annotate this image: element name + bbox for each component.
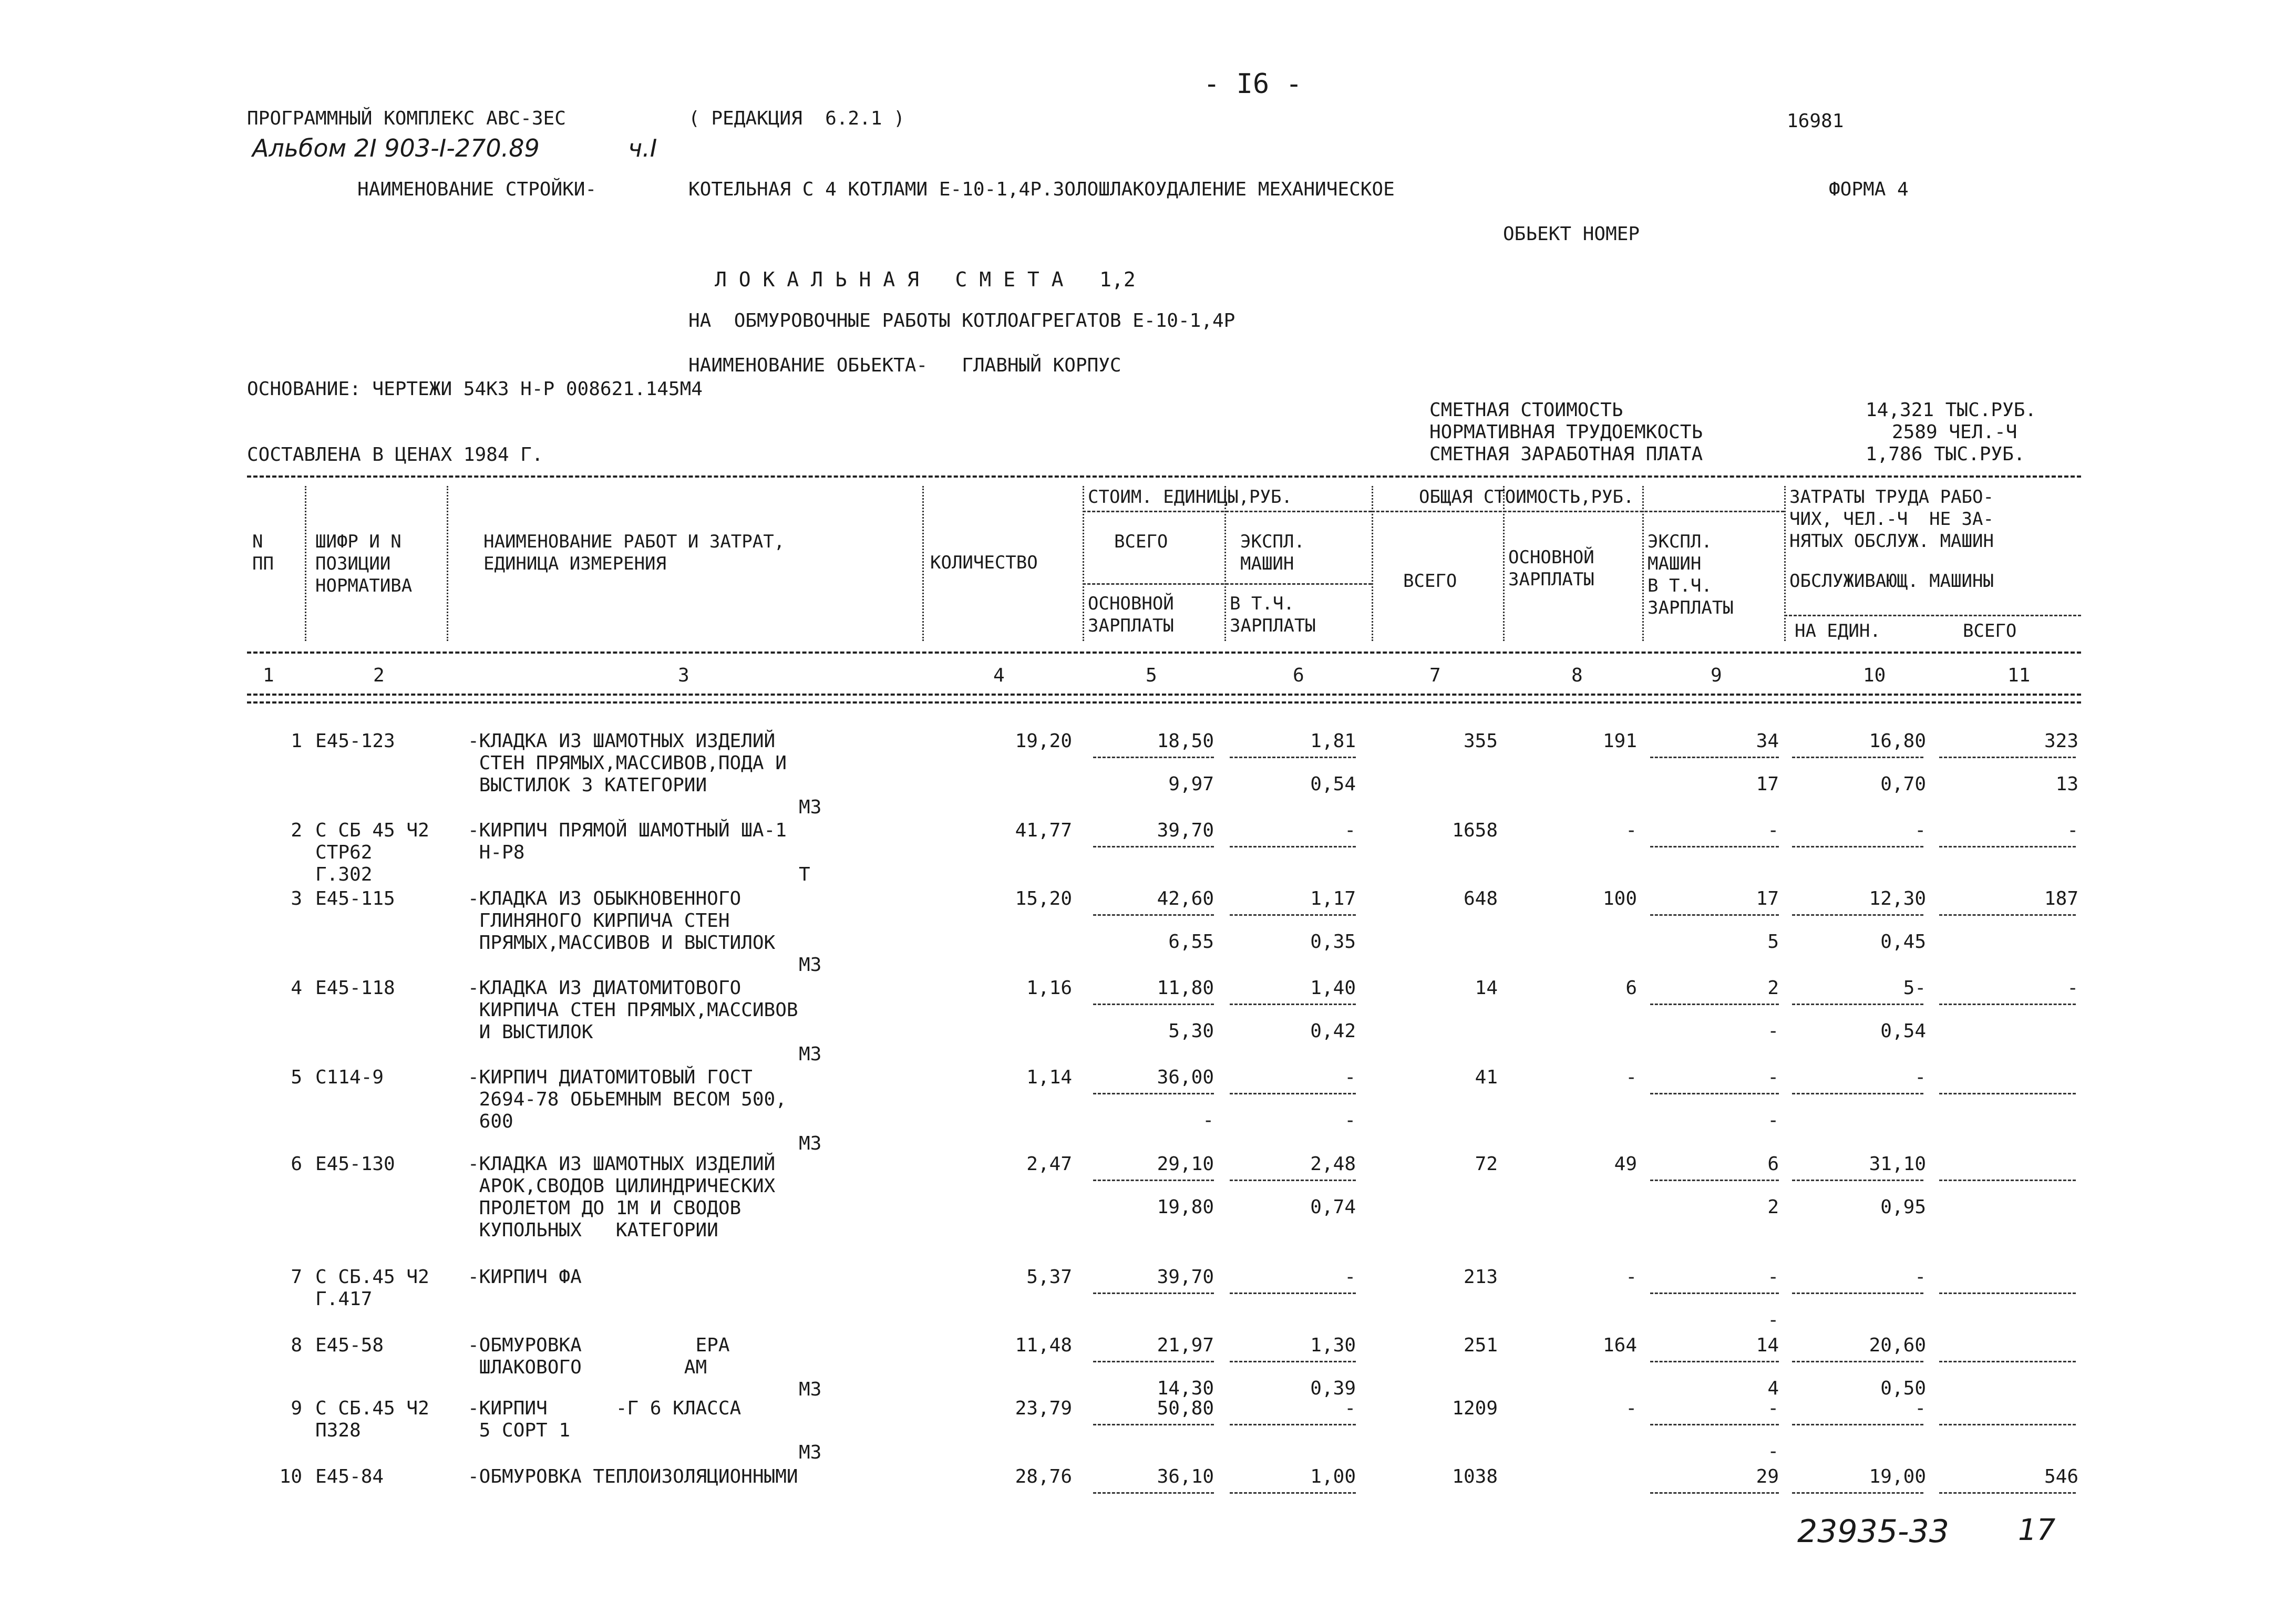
cell-divider: [1792, 1424, 1923, 1425]
cell-divider: [1939, 914, 2076, 916]
sheet-number: 17: [2018, 1513, 2056, 1547]
row-unit-machines: -: [1344, 820, 1356, 841]
row-unit-total: 18,50: [1157, 730, 1214, 752]
cell-divider: [1230, 1180, 1356, 1181]
col-divider: [1503, 486, 1505, 641]
registration-stamp: 23935-33: [1797, 1513, 1949, 1550]
cell-divider: [1650, 1180, 1779, 1181]
header-c7: ВСЕГО: [1403, 571, 1457, 592]
row-code: Е45-115: [315, 888, 395, 909]
cell-divider: [1792, 846, 1923, 847]
line-name: КОТЕЛЬНАЯ С 4 КОТЛАМИ Е-10-1,4Р.ЗОЛОШЛАКОУДАЛЕНИЕ МЕХАНИЧЕСКОЕ: [688, 179, 1395, 200]
row-quantity: 1,16: [1026, 977, 1072, 999]
row-name: -КИРПИЧ -Г 6 КЛАССА 5 СОРТ 1: [468, 1398, 742, 1441]
row-code: Е45-58: [315, 1335, 384, 1356]
row-name: -КЛАДКА ИЗ ДИАТОМИТОВОГО КИРПИЧА СТЕН ПРЯМЫХ,МАССИВОВ И ВЫСТИЛОК: [468, 977, 798, 1043]
row-unit-machines: -: [1344, 1398, 1356, 1419]
cell-divider: [1939, 1492, 2076, 1494]
row-code: Е45-84: [315, 1466, 384, 1487]
row-labor-total-machines: 13: [2055, 773, 2078, 795]
colnum: 5: [1146, 665, 1157, 686]
row-number: 10: [279, 1466, 302, 1487]
row-total-wages: -: [1625, 1266, 1637, 1288]
row-total: 1658: [1452, 820, 1498, 841]
row-unit-total: 21,97: [1157, 1335, 1214, 1356]
cell-divider: [1093, 1004, 1214, 1005]
cell-divider: [1650, 1093, 1779, 1094]
cell-divider: [1230, 846, 1356, 847]
col-divider: [1224, 486, 1226, 641]
summary-label: СМЕТНАЯ ЗАРАБОТНАЯ ПЛАТА: [1429, 443, 1703, 465]
row-number: 6: [291, 1153, 302, 1175]
row-unit-machine-wages: 0,39: [1310, 1378, 1356, 1399]
cell-divider: [1792, 1180, 1923, 1181]
row-labor-unit: 19,00: [1869, 1466, 1926, 1487]
cell-divider: [1093, 846, 1214, 847]
header-c9: ЭКСПЛ. МАШИН В Т.Ч. ЗАРПЛАТЫ: [1648, 531, 1734, 618]
row-unit-machines: 2,48: [1310, 1153, 1356, 1175]
basis: ОСНОВАНИЕ: ЧЕРТЕЖИ 54К3 Н-Р 008621.145М4: [247, 378, 703, 400]
cell-divider: [1650, 846, 1779, 847]
row-unit: М3: [799, 954, 822, 976]
row-unit: М3: [799, 1379, 822, 1400]
row-unit-wages: -: [1202, 1110, 1214, 1131]
cell-divider: [1230, 1093, 1356, 1094]
summary-value: 2589 ЧЕЛ.-Ч: [1892, 421, 2017, 443]
row-labor-total: 187: [2044, 888, 2078, 909]
row-number: 1: [291, 730, 302, 752]
row-total-machine-wages: -: [1767, 1309, 1779, 1331]
row-total-machine-wages: 17: [1756, 773, 1779, 795]
estimate-title: Л О К А Л Ь Н А Я С М Е Т А 1,2: [715, 268, 1136, 291]
row-total-machines: 14: [1756, 1335, 1779, 1356]
row-labor-total: 323: [2044, 730, 2078, 752]
row-total: 14: [1475, 977, 1498, 999]
row-total-machines: -: [1767, 1266, 1779, 1288]
row-unit: М3: [799, 797, 822, 818]
row-labor-unit-machines: 0,95: [1880, 1196, 1926, 1218]
row-unit-wages: 5,30: [1168, 1020, 1214, 1042]
col-divider: [922, 486, 924, 641]
row-labor-unit: 20,60: [1869, 1335, 1926, 1356]
row-total-machines: -: [1767, 1398, 1779, 1419]
doc-code: 16981: [1787, 110, 1844, 132]
row-unit-machines: 1,30: [1310, 1335, 1356, 1356]
header-c6-bot: В Т.Ч. ЗАРПЛАТЫ: [1230, 593, 1316, 636]
row-quantity: 19,20: [1015, 730, 1072, 752]
row-labor-unit: 31,10: [1869, 1153, 1926, 1175]
row-code: Е45-123: [315, 730, 395, 752]
row-total-wages: 49: [1614, 1153, 1637, 1175]
colnum-rule: [247, 694, 2081, 696]
cell-divider: [1939, 757, 2076, 758]
row-unit-total: 50,80: [1157, 1398, 1214, 1419]
row-quantity: 23,79: [1015, 1398, 1072, 1419]
col-divider: [447, 486, 448, 641]
row-name: -КИРПИЧ ФА: [468, 1266, 582, 1288]
row-unit-machines: -: [1344, 1266, 1356, 1288]
cell-divider: [1939, 846, 2076, 847]
cell-divider: [1792, 1492, 1923, 1494]
row-total: 355: [1463, 730, 1498, 752]
header-total-group: ОБЩАЯ СТОИМОСТЬ,РУБ.: [1419, 487, 1634, 508]
line-name-label: НАИМЕНОВАНИЕ СТРОЙКИ-: [357, 179, 597, 200]
row-labor-unit: -: [1914, 1067, 1926, 1088]
row-name: -КЛАДКА ИЗ ШАМОТНЫХ ИЗДЕЛИЙ СТЕН ПРЯМЫХ,МАССИВОВ,ПОДА И ВЫСТИЛОК 3 КАТЕГОРИИ: [468, 730, 787, 796]
row-unit-machines: 1,00: [1310, 1466, 1356, 1487]
header-c5-top: ВСЕГО: [1114, 531, 1168, 552]
row-unit-machine-wages: 0,35: [1310, 931, 1356, 953]
row-unit-total: 36,10: [1157, 1466, 1214, 1487]
page-number: - I6 -: [1203, 68, 1302, 100]
row-unit-total: 42,60: [1157, 888, 1214, 909]
cell-divider: [1792, 1361, 1923, 1362]
colnum: 2: [373, 665, 385, 686]
row-total: 41: [1475, 1067, 1498, 1088]
row-total-machine-wages: 4: [1767, 1378, 1779, 1399]
colnum: 11: [2007, 665, 2031, 686]
cell-divider: [1792, 1093, 1923, 1094]
row-name: -КЛАДКА ИЗ ШАМОТНЫХ ИЗДЕЛИЙ АРОК,СВОДОВ ЦИЛИНДРИЧЕСКИХ ПРОЛЕТОМ ДО 1М И СВОДОВ КУПОЛЬНЫХ КАТЕГОРИИ: [468, 1153, 776, 1241]
edition: ( РЕДАКЦИЯ 6.2.1 ): [688, 108, 905, 129]
row-quantity: 28,76: [1015, 1466, 1072, 1487]
row-number: 5: [291, 1067, 302, 1088]
row-unit-wages: 19,80: [1157, 1196, 1214, 1218]
row-unit: М3: [799, 1442, 822, 1463]
row-total-machine-wages: 5: [1767, 931, 1779, 953]
colnum: 3: [678, 665, 689, 686]
colnum: 6: [1293, 665, 1304, 686]
row-quantity: 5,37: [1026, 1266, 1072, 1288]
colnum: 1: [263, 665, 274, 686]
row-number: 8: [291, 1335, 302, 1356]
row-total-wages: -: [1625, 820, 1637, 841]
album: Альбом 2I 903-I-270.89: [252, 134, 540, 162]
cell-divider: [1939, 1293, 2076, 1294]
cell-divider: [1230, 757, 1356, 758]
colnum-rule-2: [247, 701, 2081, 704]
row-number: 9: [291, 1398, 302, 1419]
row-total-machines: 29: [1756, 1466, 1779, 1487]
row-total-wages: -: [1625, 1067, 1637, 1088]
row-total: 72: [1475, 1153, 1498, 1175]
cell-divider: [1939, 1004, 2076, 1005]
cell-divider: [1230, 1492, 1356, 1494]
row-total-machine-wages: -: [1767, 1110, 1779, 1131]
row-name: -ОБМУРОВКА ЕРА ШЛАКОВОГО АМ: [468, 1335, 730, 1378]
colnum: 10: [1863, 665, 1886, 686]
row-unit-machines: -: [1344, 1067, 1356, 1088]
row-total-wages: 164: [1602, 1335, 1637, 1356]
estimate-subtitle: НА ОБМУРОВОЧНЫЕ РАБОТЫ КОТЛОАГРЕГАТОВ Е-10-1,4Р: [688, 310, 1235, 332]
row-unit-machine-wages: 0,42: [1310, 1020, 1356, 1042]
row-labor-unit: -: [1914, 820, 1926, 841]
row-labor-unit-machines: 0,54: [1880, 1020, 1926, 1042]
cell-divider: [1230, 1293, 1356, 1294]
row-unit-wages: 6,55: [1168, 931, 1214, 953]
header-c6-top: ЭКСПЛ. МАШИН: [1240, 531, 1305, 574]
row-total-wages: 100: [1602, 888, 1637, 909]
row-code: С СБ.45 Ч2 Г.417: [315, 1266, 429, 1310]
header-unit-cost-group: СТОИМ. ЕДИНИЦЫ,РУБ.: [1088, 487, 1292, 508]
row-labor-unit: -: [1914, 1266, 1926, 1288]
col-divider: [1784, 486, 1786, 641]
cell-divider: [1650, 1424, 1779, 1425]
row-labor-unit: 12,30: [1869, 888, 1926, 909]
col-divider: [305, 486, 306, 641]
row-labor-unit-machines: 0,45: [1880, 931, 1926, 953]
row-number: 2: [291, 820, 302, 841]
header-c8: ОСНОВНОЙ ЗАРПЛАТЫ: [1508, 547, 1594, 590]
header-labor-rule: [1784, 615, 2081, 616]
cell-divider: [1792, 1293, 1923, 1294]
cell-divider: [1939, 1424, 2076, 1425]
header-c10: НА ЕДИН.: [1795, 621, 1881, 642]
row-number: 3: [291, 888, 302, 909]
row-unit-machines: 1,17: [1310, 888, 1356, 909]
row-total: 213: [1463, 1266, 1498, 1288]
cell-divider: [1093, 1492, 1214, 1494]
header-code: ШИФР И N ПОЗИЦИИ НОРМАТИВА: [315, 531, 413, 596]
cell-divider: [1230, 1004, 1356, 1005]
cell-divider: [1650, 1004, 1779, 1005]
row-labor-unit-machines: 0,50: [1880, 1378, 1926, 1399]
row-name: -КИРПИЧ ДИАТОМИТОВЫЙ ГОСТ 2694-78 ОБЬЕМНЫМ ВЕСОМ 500, 600: [468, 1067, 787, 1132]
row-total-machines: 17: [1756, 888, 1779, 909]
row-total: 1209: [1452, 1398, 1498, 1419]
cell-divider: [1093, 1293, 1214, 1294]
object-number: ОБЬЕКТ НОМЕР: [1503, 223, 1640, 245]
row-unit-machine-wages: -: [1344, 1110, 1356, 1131]
row-unit-wages: 14,30: [1157, 1378, 1214, 1399]
cell-divider: [1230, 1361, 1356, 1362]
colnum: 4: [993, 665, 1005, 686]
cell-divider: [1093, 1180, 1214, 1181]
summary-label: СМЕТНАЯ СТОИМОСТЬ: [1429, 399, 1623, 421]
row-labor-total: -: [2067, 820, 2078, 841]
header-labor-sub: ОБСЛУЖИВАЮЩ. МАШИНЫ: [1789, 571, 1994, 592]
cell-divider: [1230, 1424, 1356, 1425]
header-npp: N ПП: [252, 531, 274, 574]
row-unit: М3: [799, 1133, 822, 1154]
cell-divider: [1230, 914, 1356, 916]
row-labor-unit-machines: 0,70: [1880, 773, 1926, 795]
header-name: НАИМЕНОВАНИЕ РАБОТ И ЗАТРАТ, ЕДИНИЦА ИЗМЕРЕНИЯ: [483, 531, 785, 574]
header-group-rule: [1083, 511, 1372, 512]
row-total-machine-wages: -: [1767, 1441, 1779, 1462]
row-total-wages: 191: [1602, 730, 1637, 752]
row-name: -КИРПИЧ ПРЯМОЙ ШАМОТНЫЙ ША-1 Н-Р8: [468, 820, 787, 863]
cell-divider: [1093, 1361, 1214, 1362]
row-code: Е45-130: [315, 1153, 395, 1175]
row-quantity: 1,14: [1026, 1067, 1072, 1088]
row-unit-total: 36,00: [1157, 1067, 1214, 1088]
row-total-machines: 34: [1756, 730, 1779, 752]
row-total: 251: [1463, 1335, 1498, 1356]
row-unit: М3: [799, 1043, 822, 1065]
row-quantity: 41,77: [1015, 820, 1072, 841]
row-labor-total: -: [2067, 977, 2078, 999]
row-unit-machines: 1,40: [1310, 977, 1356, 999]
cell-divider: [1093, 914, 1214, 916]
row-labor-total: 546: [2044, 1466, 2078, 1487]
row-total: 1038: [1452, 1466, 1498, 1487]
row-total-machines: -: [1767, 820, 1779, 841]
row-total-machines: -: [1767, 1067, 1779, 1088]
row-unit-wages: 9,97: [1168, 773, 1214, 795]
row-total-machines: 2: [1767, 977, 1779, 999]
row-unit-machine-wages: 0,54: [1310, 773, 1356, 795]
row-total-wages: -: [1625, 1398, 1637, 1419]
colnum: 8: [1571, 665, 1583, 686]
row-unit: Т: [799, 864, 810, 885]
row-quantity: 2,47: [1026, 1153, 1072, 1175]
composed-prices: СОСТАВЛЕНА В ЦЕНАХ 1984 Г.: [247, 444, 543, 466]
row-code: С СБ 45 Ч2 СТР62 Г.302: [315, 820, 429, 885]
row-quantity: 15,20: [1015, 888, 1072, 909]
row-total-machine-wages: -: [1767, 1020, 1779, 1042]
cell-divider: [1650, 914, 1779, 916]
cell-divider: [1093, 1424, 1214, 1425]
row-labor-unit: 16,80: [1869, 730, 1926, 752]
object-name: НАИМЕНОВАНИЕ ОБЬЕКТА- ГЛАВНЫЙ КОРПУС: [688, 355, 1121, 376]
row-code: Е45-118: [315, 977, 395, 999]
colnum: 7: [1429, 665, 1441, 686]
row-unit-machines: 1,81: [1310, 730, 1356, 752]
row-total: 648: [1463, 888, 1498, 909]
row-labor-unit: -: [1914, 1398, 1926, 1419]
cell-divider: [1939, 1093, 2076, 1094]
summary-value: 14,321 ТЫС.РУБ.: [1866, 399, 2037, 421]
row-name: -КЛАДКА ИЗ ОБЫКНОВЕННОГО ГЛИНЯНОГО КИРПИЧА СТЕН ПРЯМЫХ,МАССИВОВ И ВЫСТИЛОК: [468, 888, 776, 954]
cell-divider: [1650, 1492, 1779, 1494]
row-code: С СБ.45 Ч2 П328: [315, 1398, 429, 1441]
row-number: 7: [291, 1266, 302, 1288]
header-sub-rule: [1083, 583, 1372, 585]
col-divider: [1372, 486, 1373, 641]
album-part: ч.I: [628, 134, 657, 162]
colnum: 9: [1711, 665, 1722, 686]
row-number: 4: [291, 977, 302, 999]
header-bottom-rule: [247, 652, 2081, 654]
row-unit-total: 39,70: [1157, 1266, 1214, 1288]
cell-divider: [1650, 1293, 1779, 1294]
row-total-machine-wages: 2: [1767, 1196, 1779, 1218]
header-total-rule: [1372, 511, 1784, 512]
program-name: ПРОГРАММНЫЙ КОМПЛЕКС АВС-3ЕС: [247, 108, 566, 129]
row-name: -ОБМУРОВКА ТЕПЛОИЗОЛЯЦИОННЫМИ: [468, 1466, 798, 1487]
row-unit-total: 39,70: [1157, 820, 1214, 841]
cell-divider: [1939, 1361, 2076, 1362]
row-total-wages: 6: [1625, 977, 1637, 999]
row-quantity: 11,48: [1015, 1335, 1072, 1356]
row-total-machines: 6: [1767, 1153, 1779, 1175]
cell-divider: [1093, 757, 1214, 758]
summary-value: 1,786 ТЫС.РУБ.: [1866, 443, 2025, 465]
col-divider: [1083, 486, 1084, 641]
row-unit-total: 11,80: [1157, 977, 1214, 999]
header-top-rule: [247, 475, 2081, 478]
header-c11: ВСЕГО: [1963, 621, 2017, 642]
row-labor-unit: 5-: [1903, 977, 1926, 999]
cell-divider: [1093, 1093, 1214, 1094]
col-divider: [1642, 486, 1644, 641]
cell-divider: [1939, 1180, 2076, 1181]
header-labor-group: ЗАТРАТЫ ТРУДА РАБО- ЧИХ, ЧЕЛ.-Ч НЕ ЗА- НЯТЫХ ОБСЛУЖ. МАШИН: [1789, 487, 1994, 552]
cell-divider: [1792, 914, 1923, 916]
cell-divider: [1792, 1004, 1923, 1005]
header-quantity: КОЛИЧЕСТВО: [930, 552, 1038, 573]
form-label: ФОРМА 4: [1829, 179, 1909, 200]
row-code: С114-9: [315, 1067, 384, 1088]
cell-divider: [1650, 757, 1779, 758]
cell-divider: [1650, 1361, 1779, 1362]
header-c5-bot: ОСНОВНОЙ ЗАРПЛАТЫ: [1088, 593, 1174, 636]
row-unit-total: 29,10: [1157, 1153, 1214, 1175]
summary-label: НОРМАТИВНАЯ ТРУДОЕМКОСТЬ: [1429, 421, 1703, 443]
row-unit-machine-wages: 0,74: [1310, 1196, 1356, 1218]
cell-divider: [1792, 757, 1923, 758]
